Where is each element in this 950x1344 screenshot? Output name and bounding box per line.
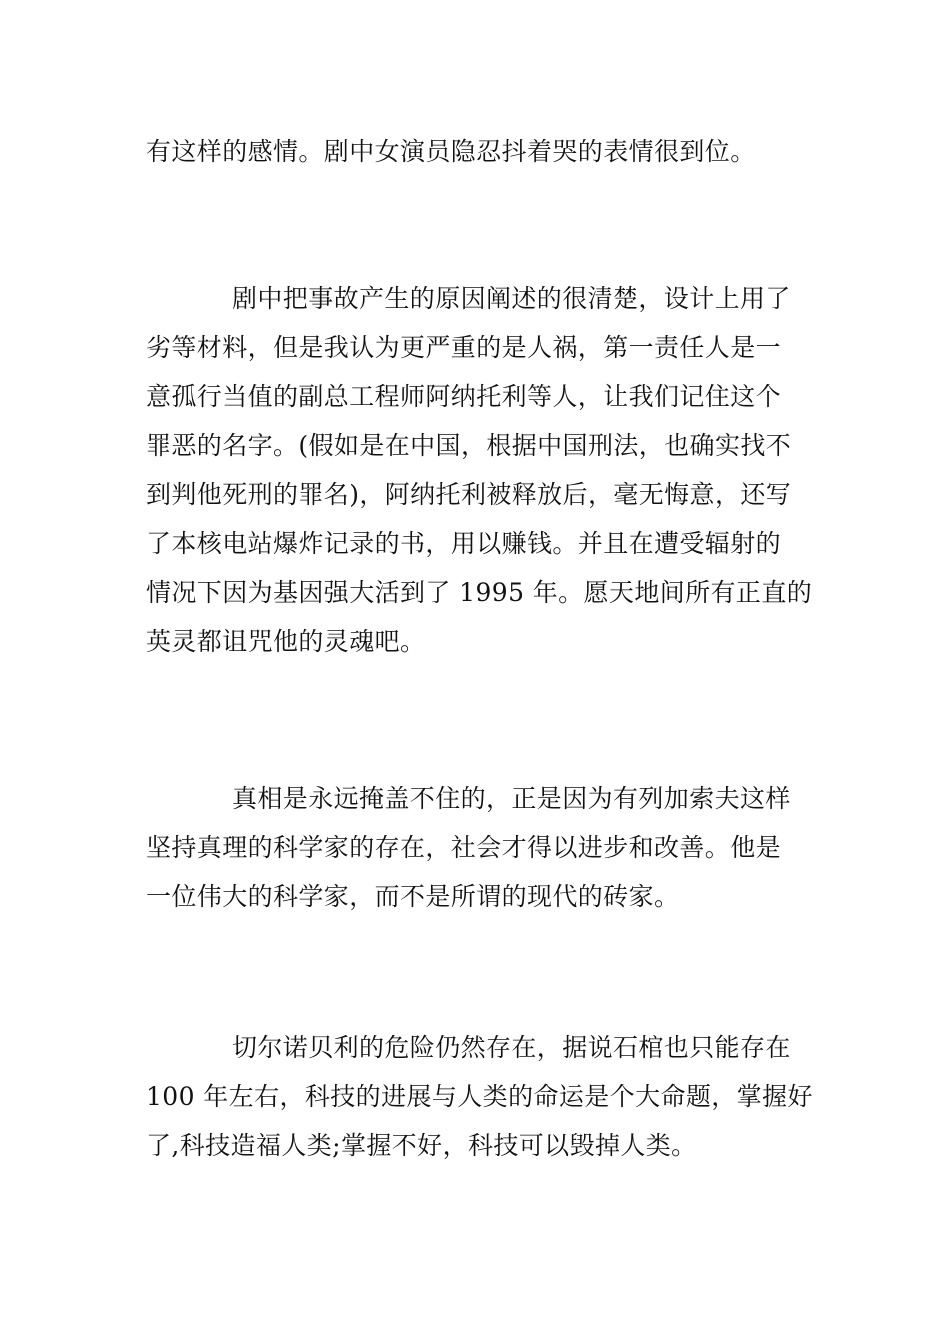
text-line: 100 年左右，科技的进展与人类的命运是个大命题，掌握好: [146, 1082, 813, 1111]
paragraph-truth: [146, 774, 806, 921]
text-line: 到判他死刑的罪名)，阿纳托利被释放后，毫无悔意，还写: [146, 480, 792, 509]
paragraph-accident-cause: [146, 274, 813, 666]
paragraph-chernobyl-danger: [146, 1023, 813, 1170]
text-line: 了,科技造福人类;掌握不好，科技可以毁掉人类。: [146, 1131, 697, 1160]
text-line: 情况下因为基因强大活到了 1995 年。愿天地间所有正直的: [146, 578, 813, 607]
text-line: 英灵都诅咒他的灵魂吧。: [146, 627, 426, 656]
text-line: 了本核电站爆炸记录的书，用以赚钱。并且在遭受辐射的: [146, 529, 782, 558]
text-line: 劣等材料，但是我认为更严重的是人祸，第一责任人是一: [146, 333, 782, 362]
paragraph-continuation: [146, 127, 806, 176]
text-line: 真相是永远掩盖不住的，正是因为有列加索夫这样: [232, 784, 791, 813]
text-line: 剧中把事故产生的原因阐述的很清楚，设计上用了: [232, 284, 791, 313]
text-line: 意孤行当值的副总工程师阿纳托利等人，让我们记住这个: [146, 382, 782, 411]
text-line: 坚持真理的科学家的存在，社会才得以进步和改善。他是: [146, 833, 782, 862]
text-line: 有这样的感情。剧中女演员隐忍抖着哭的表情很到位。: [146, 137, 756, 166]
text-line: 切尔诺贝利的危险仍然存在，据说石棺也只能存在: [232, 1033, 791, 1062]
text-line: 一位伟大的科学家，而不是所谓的现代的砖家。: [146, 882, 680, 911]
text-line: 罪恶的名字。(假如是在中国，根据中国刑法，也确实找不: [146, 431, 792, 460]
